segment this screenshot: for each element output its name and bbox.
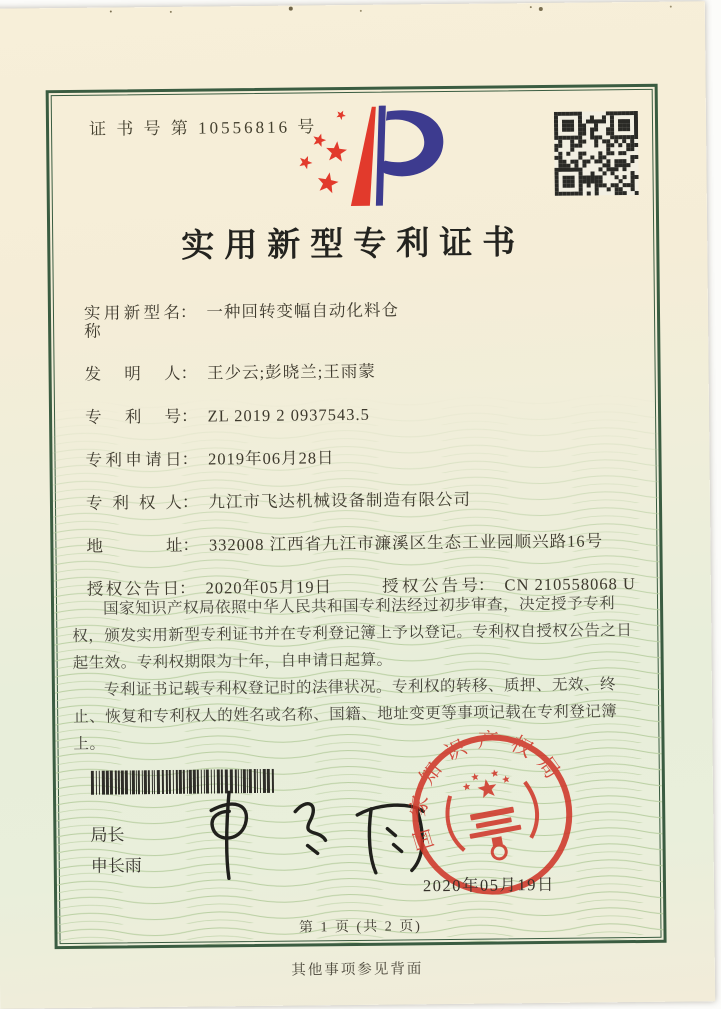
field-label: 发明人 <box>84 363 181 384</box>
field-colon: ： <box>181 449 199 469</box>
field-row-inventors <box>85 360 634 384</box>
certificate-content <box>49 87 664 946</box>
officer-name: 申长雨 <box>90 856 142 876</box>
field-label: 授权公告号 <box>381 575 479 596</box>
field-row-filing-date <box>85 446 634 470</box>
back-note: 其他事项参见背面 <box>291 961 424 979</box>
paragraph-register-statement: 专利证书记载专利权登记时的法律状况。专利权的转移、质押、无效、终止、恢复和专利权人的姓名或名称、国籍、地址变更等事项记载在专利登记簿上。 <box>73 676 618 753</box>
field-value: 2020年05月19日 <box>205 577 333 598</box>
field-value: 王少云;彭晓兰;王雨蒙 <box>207 361 376 383</box>
field-row-patentee <box>86 489 635 513</box>
qr-code <box>554 111 639 196</box>
field-colon: ： <box>180 363 198 383</box>
field-colon: ： <box>182 535 200 555</box>
field-value: ZL 2019 2 0937543.5 <box>207 404 370 426</box>
field-label: 专利号 <box>84 406 182 427</box>
scan-specks <box>110 10 112 12</box>
field-value: 332008 江西省九江市濂溪区生态工业园顺兴路16号 <box>208 531 604 555</box>
logo-blue-bowl <box>381 110 444 177</box>
field-colon: ： <box>178 578 196 598</box>
field-value: 2019年06月28日 <box>207 448 335 469</box>
field-colon: ： <box>180 406 198 426</box>
field-label: 专利申请日 <box>85 449 182 470</box>
field-label: 专利权人 <box>85 492 183 513</box>
page-info: 第 1 页 (共 2 页) <box>298 919 422 936</box>
field-label: 实用新型名称 <box>83 302 181 341</box>
field-value: 九江市飞达机械设备制造有限公司 <box>208 489 472 512</box>
field-row-patent-no <box>85 403 634 427</box>
seal-date: 2020年05月19日 <box>422 874 556 896</box>
officer-block <box>90 819 142 882</box>
field-row-address <box>86 532 635 556</box>
certificate-number: 证 书 号 第 10556816 号 <box>88 117 318 139</box>
field-colon: ： <box>181 492 199 512</box>
logo-blue-stem <box>375 106 387 206</box>
cnipa-logo <box>277 99 453 213</box>
field-colon: ： <box>179 302 197 322</box>
paragraph-grant-statement: 国家知识产权局依照中华人民共和国专利法经过初步审查，决定授予专利权，颁发实用新型专利证书并在专利登记簿上予以登记。专利权自授权公告之日起生效。专利权期限为十年，自申请日起算。 <box>72 595 633 672</box>
field-label: 地址 <box>86 535 183 556</box>
field-value: CN 210558068 U <box>504 574 636 595</box>
field-row-name <box>84 299 633 341</box>
certificate-title: 实用新型专利证书 <box>181 225 526 265</box>
field-colon: ： <box>477 575 495 595</box>
officer-title: 局长 <box>90 825 125 845</box>
field-list <box>84 299 636 624</box>
seal-arc-text: 国家知识产权局 <box>405 728 571 854</box>
certificate-paper <box>0 1 715 1008</box>
logo-red-blade <box>350 107 377 206</box>
field-value: 一种回转变幅自动化料仓 <box>206 300 400 322</box>
field-label: 授权公告日 <box>86 578 180 599</box>
certificate-border-frame <box>46 84 667 949</box>
